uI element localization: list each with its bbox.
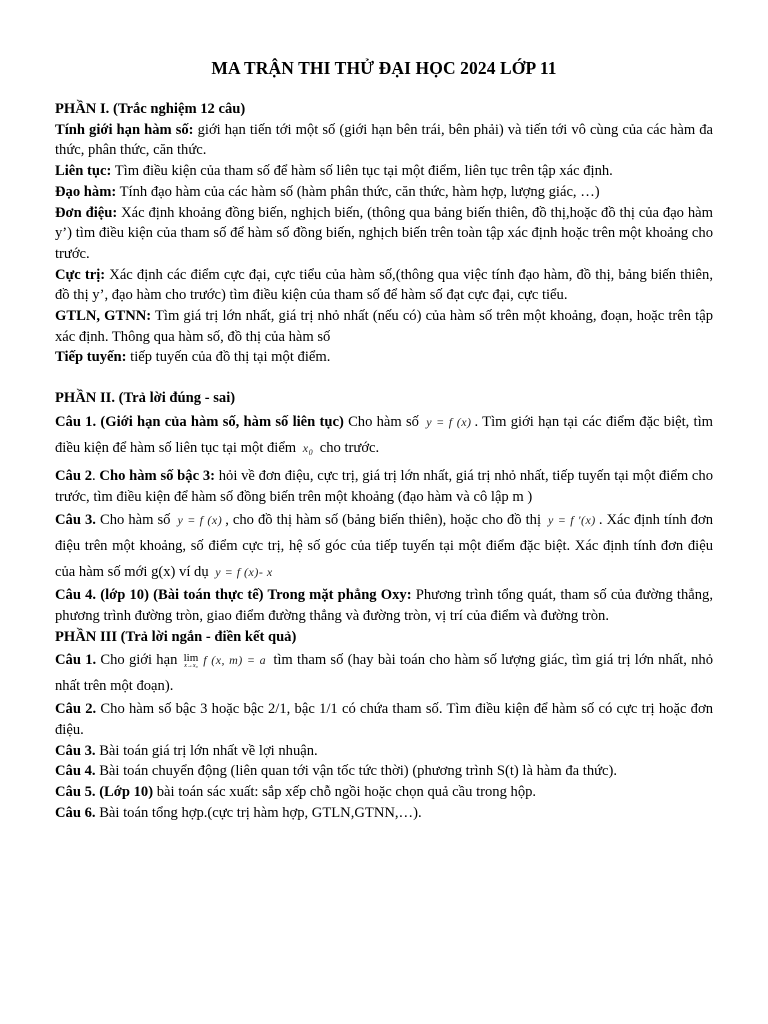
part1-item <box>55 347 713 368</box>
item-label: Liên tục: <box>55 163 112 180</box>
item-text: Tìm giá trị lớn nhất, giá trị nhỏ nhất (nếu có) của hàm số trên một khoảng, đoạn, hoặc trên tập xác định. Thông qua hàm số, đồ thị của hàm số <box>55 308 713 345</box>
item-text: Xác định khoảng đồng biến, nghịch biến, (thông qua bảng biến thiên, đồ thị,hoặc đồ thị của đạo hàm y’) tìm điều kiện của tham số để hàm số đồng biến, nghịch biến trên toàn tập xác định hoặc trên một khoảng cho trước. <box>55 204 713 262</box>
part1-item <box>55 203 713 265</box>
part3-heading: PHẦN III (Trả lời ngắn - điền kết quả) <box>55 628 297 645</box>
question-text: Cho hàm số <box>95 512 175 529</box>
math-subscript: 0 <box>308 447 314 457</box>
question-text: . <box>92 467 100 484</box>
item-text: Xác định các điểm cực đại, cực tiểu của hàm số,(thông qua việc tính đạo hàm, đồ thị, bảng biến thiên, đồ thị y’, đạo hàm cho trước) tìm điều kiện của tham số để hàm số đạt cực đại, cực tiểu. <box>55 266 713 304</box>
item-label: Tính giới hạn hàm số: <box>55 121 194 138</box>
question-text: Cho hàm số bậc 3 hoặc bậc 2/1, bậc 1/1 có chứa tham số. Tìm điều kiện để hàm số có cực trị hoặc đơn điệu. <box>55 701 713 739</box>
question-text: Cho hàm số <box>343 413 424 430</box>
math-formula: y = f (x) <box>177 513 223 528</box>
question-label: Câu 3. <box>55 742 96 759</box>
part1-item <box>55 306 713 347</box>
item-text: Tính đạo hàm của các hàm số (hàm phân thức, căn thức, hàm hợp, lượng giác, …) <box>116 183 600 200</box>
question-text: . Xác định tính đơn điệu trên một khoảng, số điểm cực trị, hệ số góc của tiếp tuyến tại một điểm đặc biệt. Xác định tính đơn điệu của hàm số mới g(x) ví dụ <box>55 512 714 581</box>
question-text: hỏi về đơn điệu, cực trị, giá trị lớn nhất, giá trị nhỏ nhất, tiếp tuyến tại một điểm cho trước, tìm điều kiện để hàm số đồng biến trên một khoảng (đạo hàm và cô lập m ) <box>55 467 713 505</box>
part2-question-2 <box>55 466 713 507</box>
document-body <box>55 99 713 824</box>
limit-formula <box>182 653 201 670</box>
part3-question <box>55 741 713 762</box>
math-formula: y = f '(x) <box>548 513 596 528</box>
part2-question-4 <box>55 585 713 626</box>
question-text: Cho giới hạn <box>96 652 182 669</box>
section-spacer <box>55 368 713 388</box>
math-formula <box>300 441 316 455</box>
question-text: . Tìm giới hạn tại các điểm đặc biệt, tìm điều kiện để hàm số liên tục tại một điểm <box>55 413 713 456</box>
part3-question <box>55 761 713 782</box>
part1-item <box>55 120 713 161</box>
item-label: Đơn điệu: <box>55 204 118 221</box>
part1-item <box>55 265 713 306</box>
question-label: Câu 4. (lớp 10) (Bài toán thực tế) Trong mặt phẳng Oxy: <box>55 587 412 604</box>
question-text: bài toán sác xuất: sắp xếp chỗ ngồi hoặc chọn quả cầu trong hộp. <box>153 784 537 801</box>
question-text: , cho đồ thị hàm số (bảng biến thiên), hoặc cho đồ thị <box>225 512 546 529</box>
part2-heading: PHẦN II. (Trả lời đúng - sai) <box>55 390 236 407</box>
math-formula: y = f (x)- x <box>215 565 273 580</box>
question-text: tìm tham số (hay bài toán cho hàm số lượng giác, tìm giá trị lớn nhất, nhỏ nhất trên một đoạn). <box>55 652 714 695</box>
math-var: x <box>302 440 309 455</box>
question-label: Câu 2. <box>55 701 97 718</box>
question-text: cho trước. <box>316 439 380 456</box>
item-label: Đạo hàm: <box>55 183 117 200</box>
question-label: Câu 5. (Lớp 10) <box>55 784 154 801</box>
part3-question-1 <box>55 647 713 699</box>
item-text: Tìm điều kiện của tham số để hàm số liên tục tại một điểm, liên tục trên tập xác định. <box>111 163 613 180</box>
part2-question-1 <box>55 409 713 466</box>
item-label: Tiếp tuyến: <box>55 349 127 366</box>
part3-question <box>55 782 713 803</box>
question-label-2: Cho hàm số bậc 3: <box>99 467 215 484</box>
item-label: Cực trị: <box>55 266 106 283</box>
question-text: Bài toán giá trị lớn nhất về lợi nhuận. <box>95 742 318 759</box>
limit-subscript: x→x₀ <box>184 662 198 669</box>
part3-question <box>55 803 713 824</box>
part1-heading: PHẦN I. (Trắc nghiệm 12 câu) <box>55 101 246 117</box>
item-text: tiếp tuyến của đồ thị tại một điểm. <box>126 349 331 366</box>
question-label: Câu 1. (Giới hạn của hàm số, hàm số liên tục) <box>55 413 344 430</box>
part3-question <box>55 699 713 740</box>
math-formula: f (x, m) = a <box>203 653 267 668</box>
item-label: GTLN, GTNN: <box>55 308 152 325</box>
question-label: Câu 2 <box>55 467 93 484</box>
limit-operator: lim <box>183 651 199 664</box>
question-label: Câu 4. <box>55 763 96 780</box>
question-label: Câu 6. <box>55 804 96 821</box>
item-text: giới hạn tiến tới một số (giới hạn bên trái, bên phải) và tiến tới vô cùng của các hàm đa thức, phân thức, căn thức. <box>55 121 713 159</box>
page-title: MA TRẬN THI THỬ ĐẠI HỌC 2024 LỚP 11 <box>211 58 557 78</box>
question-label: Câu 1. <box>55 652 97 669</box>
part2-question-3 <box>55 507 713 585</box>
part1-item <box>55 182 713 203</box>
question-text: Bài toán chuyển động (liên quan tới vận tốc tức thời) (phương trình S(t) là hàm đa thức). <box>95 763 618 780</box>
question-text: Bài toán tổng hợp.(cực trị hàm hợp, GTLN,GTNN,…). <box>95 804 422 821</box>
part1-item <box>55 161 713 182</box>
question-label: Câu 3. <box>55 512 96 529</box>
math-formula: y = f (x) <box>426 414 472 429</box>
question-text: Phương trình tổng quát, tham số của đường thẳng, phương trình đường tròn, giao điểm đường thẳng và đường tròn, vị trí của điểm và đường tròn. <box>55 587 713 624</box>
